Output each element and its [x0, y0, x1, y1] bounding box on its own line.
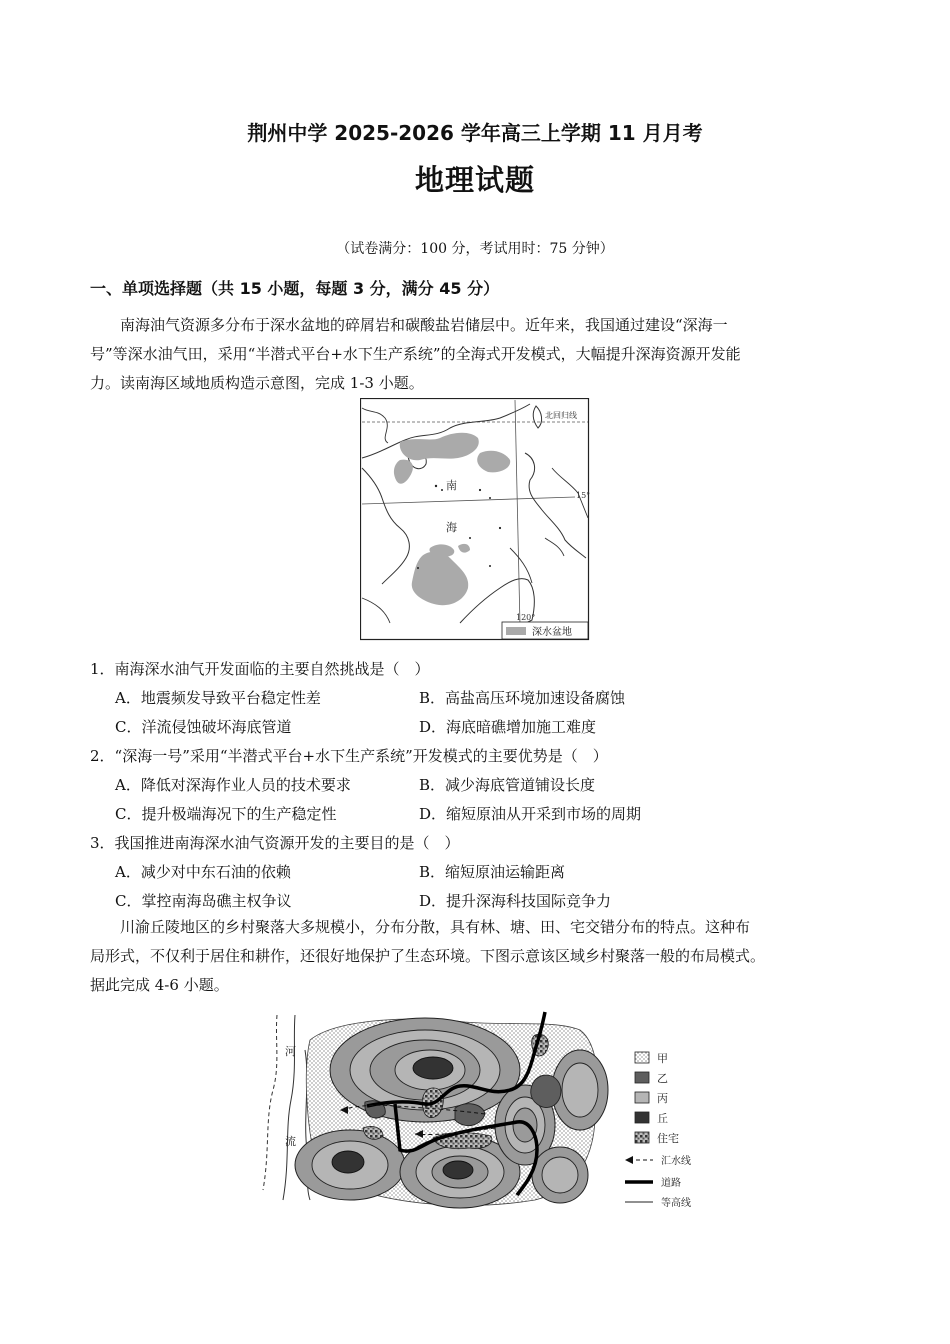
exam-title: 荆州中学 2025-2026 学年高三上学期 11 月月考	[247, 121, 703, 145]
legend-deep-basin: 深水盆地	[532, 627, 572, 638]
question-3-option-b[interactable]: B．缩短原油运输距离	[419, 863, 566, 881]
question-3-stem: 3．我国推进南海深水油气资源开发的主要目的是（ ）	[90, 834, 460, 852]
settlement-layout-diagram	[255, 1010, 705, 1215]
exam-meta: （试卷满分：100 分，考试用时：75 分钟）	[336, 241, 614, 257]
passage-1	[90, 311, 862, 398]
legend-bing: 丙	[657, 1092, 668, 1105]
latitude-label: 15°	[576, 491, 590, 500]
river-label-liu: 流	[285, 1135, 296, 1148]
passage-line: 据此完成 4-6 小题。	[90, 976, 229, 994]
question-2-option-c[interactable]: C．提升极端海况下的生产稳定性	[115, 805, 337, 823]
section-heading: 一、单项选择题（共 15 小题，每题 3 分，满分 45 分）	[90, 279, 500, 298]
question-3-option-a[interactable]: A．减少对中东石油的依赖	[115, 863, 291, 881]
longitude-label: 120°	[516, 613, 536, 622]
passage-line: 力。读南海区域地质构造示意图，完成 1-3 小题。	[90, 374, 424, 392]
legend-swatch	[506, 627, 526, 635]
question-2-stem: 2．“深海一号”采用“半潜式平台+水下生产系统”开发模式的主要优势是（ ）	[90, 747, 608, 765]
legend-house: 住宅	[657, 1132, 679, 1145]
label-hai: 海	[446, 521, 457, 534]
legend-drainage: 汇水线	[661, 1156, 691, 1167]
passage-line: 局形式，不仅利于居住和耕作，还很好地保护了生态环境。下图示意该区域乡村聚落一般的布局模式。	[90, 947, 766, 965]
question-3-option-d[interactable]: D．提升深海科技国际竞争力	[419, 892, 612, 910]
question-1-option-b[interactable]: B．高盐高压环境加速设备腐蚀	[419, 689, 626, 707]
passage-2	[90, 913, 862, 1000]
legend-jia: 甲	[657, 1052, 668, 1065]
south-china-sea-map	[360, 398, 590, 641]
question-2-option-a[interactable]: A．降低对深海作业人员的技术要求	[115, 776, 351, 794]
question-1-option-a[interactable]: A．地震频发导致平台稳定性差	[115, 689, 321, 707]
diagram-legend	[625, 1052, 691, 1209]
passage-line: 南海油气资源多分布于深水盆地的碎屑岩和碳酸盐岩储层中。近年来，我国通过建设“深海一	[120, 316, 728, 334]
question-1-stem: 1．南海深水油气开发面临的主要自然挑战是（ ）	[90, 660, 430, 678]
subject-title: 地理试题	[414, 163, 535, 197]
tropic-label: 北回归线	[545, 411, 577, 420]
legend-yi: 乙	[657, 1072, 668, 1085]
legend-road: 道路	[661, 1178, 681, 1189]
question-1-option-d[interactable]: D．海底暗礁增加施工难度	[419, 718, 597, 736]
legend-contour: 等高线	[661, 1198, 691, 1209]
question-3-option-c[interactable]: C．掌控南海岛礁主权争议	[115, 892, 292, 910]
legend-qiu: 丘	[657, 1112, 668, 1125]
label-nan: 南	[446, 479, 457, 492]
river-label-he: 河	[285, 1045, 296, 1058]
passage-line: 号”等深水油气田，采用“半潜式平台+水下生产系统”的全海式开发模式，大幅提升深海资源开发能	[90, 345, 741, 363]
question-1-option-c[interactable]: C．洋流侵蚀破坏海底管道	[115, 718, 292, 736]
passage-line: 川渝丘陵地区的乡村聚落大多规模小，分布分散，具有林、塘、田、宅交错分布的特点。这种布	[120, 918, 751, 936]
question-2-option-b[interactable]: B．减少海底管道铺设长度	[419, 776, 596, 794]
question-2-option-d[interactable]: D．缩短原油从开采到市场的周期	[419, 805, 642, 823]
